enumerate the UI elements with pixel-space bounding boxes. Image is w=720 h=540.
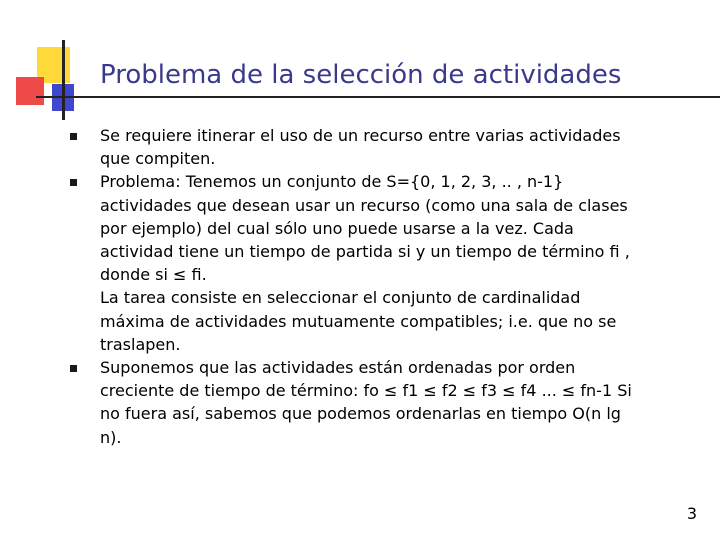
decoration-vertical-line bbox=[62, 40, 65, 120]
bullet-line: actividad tiene un tiempo de partida si y un tiempo de término fi , bbox=[100, 242, 630, 262]
bullet-item-2 bbox=[70, 170, 690, 356]
decoration-red-square bbox=[16, 77, 44, 105]
square-bullet-icon bbox=[70, 133, 77, 140]
bullet-item-1 bbox=[70, 124, 690, 170]
bullet-line: actividades que desean usar un recurso (como una sala de clases bbox=[100, 195, 628, 215]
title-underline bbox=[36, 96, 720, 98]
bullet-item-3 bbox=[70, 356, 690, 449]
bullet-list bbox=[70, 124, 690, 449]
bullet-line: donde si ≤ fi. bbox=[100, 265, 207, 285]
bullet-line: Suponemos que las actividades están ordenadas por orden bbox=[100, 358, 576, 378]
page-number: 3 bbox=[686, 504, 697, 523]
bullet-line: Se requiere itinerar el uso de un recurso entre varias actividades bbox=[100, 126, 621, 145]
bullet-line: no fuera así, sabemos que podemos ordenarlas en tiempo O(n lg bbox=[100, 404, 621, 424]
bullet-line: La tarea consiste en seleccionar el conjunto de cardinalidad bbox=[100, 288, 581, 308]
bullet-line: traslapen. bbox=[100, 334, 181, 354]
square-bullet-icon bbox=[70, 365, 77, 372]
square-bullet-icon bbox=[70, 179, 77, 186]
bullet-line: por ejemplo) del cual sólo uno puede usarse a la vez. Cada bbox=[100, 218, 574, 238]
slide-title: Problema de la selección de actividades bbox=[100, 60, 622, 90]
bullet-line: máxima de actividades mutuamente compatibles; i.e. que no se bbox=[100, 311, 617, 331]
bullet-line: que compiten. bbox=[100, 149, 216, 169]
bullet-line: Problema: Tenemos un conjunto de S={0, 1, 2, 3, .. , n-1} bbox=[100, 172, 564, 192]
bullet-line: n). bbox=[100, 427, 122, 447]
bullet-line: creciente de tiempo de término: fo ≤ f1 ≤ f2 ≤ f3 ≤ f4 ... ≤ fn-1 Si bbox=[100, 381, 632, 401]
